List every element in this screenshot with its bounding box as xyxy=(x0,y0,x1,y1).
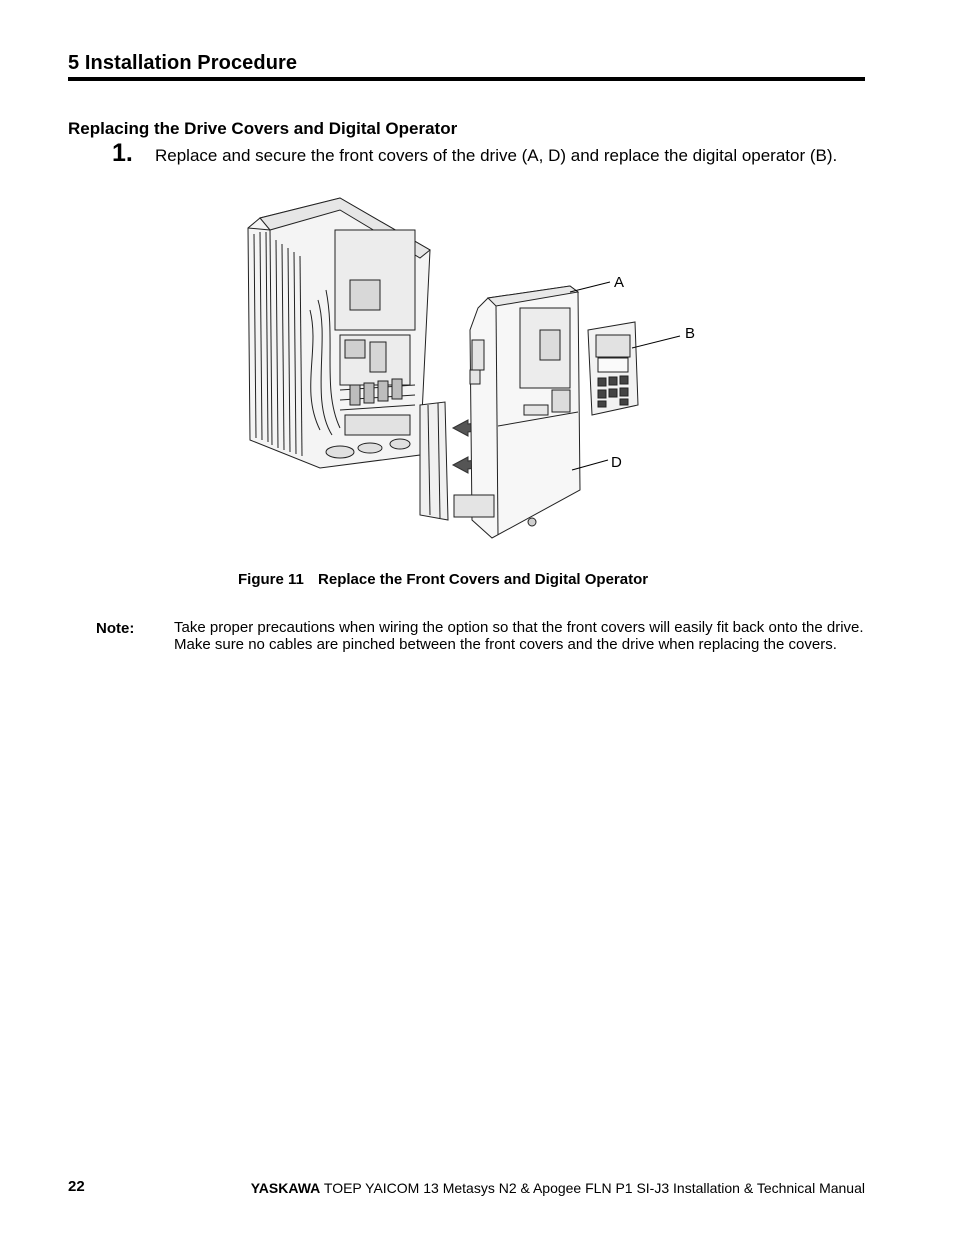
step-number: 1. xyxy=(112,139,133,167)
drive-chassis-drawing xyxy=(248,198,430,468)
page-number: 22 xyxy=(68,1178,85,1195)
figure-number: Figure 11 xyxy=(238,571,304,588)
digital-operator-drawing xyxy=(588,322,638,415)
note-text: Take proper precautions when wiring the option so that the front covers will easily fit back onto the drive. Make sure no cables are pinched between the front covers and the drive when replacing the covers. xyxy=(174,619,864,653)
label-b: B xyxy=(685,325,696,342)
figure-caption xyxy=(238,571,648,588)
front-cover-drawing xyxy=(454,286,580,538)
footer-manual-title: TOEP YAICOM 13 Metasys N2 & Apogee FLN P1 SI-J3 Installation & Technical Manual xyxy=(323,1180,865,1196)
step-text: Replace and secure the front covers of the drive (A, D) and replace the digital operator (B). xyxy=(155,146,838,165)
side-bracket-drawing xyxy=(420,402,448,520)
label-a: A xyxy=(614,274,625,291)
footer-brand: YASKAWA xyxy=(250,1180,321,1196)
label-d: D xyxy=(611,454,622,471)
subsection-title: Replacing the Drive Covers and Digital Operator xyxy=(68,119,458,138)
title-rule xyxy=(68,77,865,81)
section-title: 5 Installation Procedure xyxy=(68,52,298,74)
footer xyxy=(251,1180,865,1196)
drive-cover-illustration xyxy=(240,190,720,550)
figure-caption-text: Replace the Front Covers and Digital Operator xyxy=(318,571,649,588)
note-label: Note: xyxy=(96,620,135,637)
